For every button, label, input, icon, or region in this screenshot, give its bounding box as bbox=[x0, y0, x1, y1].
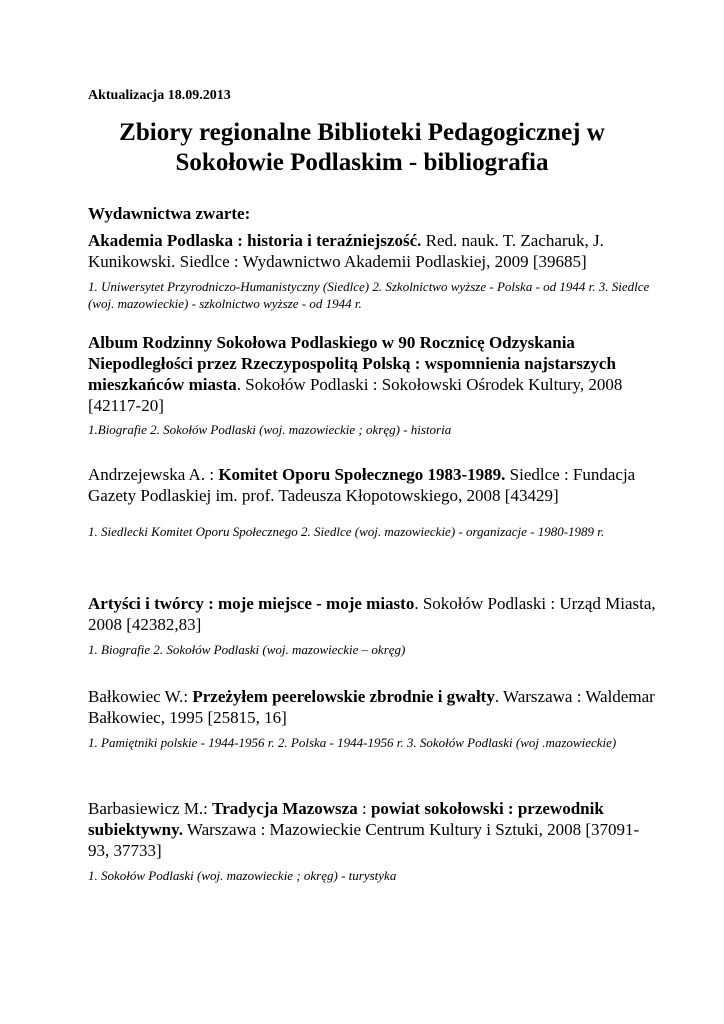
entry-subtitle: powiat sokołowski : przewodnik subiektywny. bbox=[88, 799, 604, 839]
entry-author: Andrzejewska A. : bbox=[88, 465, 219, 484]
title-line-1: Zbiory regionalne Biblioteki Pedagogicznej w bbox=[119, 119, 605, 146]
bibliography-entry bbox=[88, 686, 658, 751]
entry-subjects: 1. Pamiętniki polskie - 1944-1956 r. 2. Polska - 1944-1956 r. 3. Sokołów Podlaski (woj .mazowieckie) bbox=[88, 735, 617, 750]
entry-author: Barbasiewicz M.: bbox=[88, 799, 213, 818]
entry-publication: . Warszawa : Waldemar Bałkowiec, 1995 [25815, 16] bbox=[88, 687, 655, 727]
bibliography-entry bbox=[88, 332, 658, 438]
page-title bbox=[60, 118, 664, 178]
entry-title: Artyści i twórcy : moje miejsce - moje miasto bbox=[88, 594, 415, 613]
entry-title: Album Rodzinny Sokołowa Podlaskiego w 90 Rocznicę Odzyskania Niepodległości przez Rzeczypospolitą Polską : wspomnienia najstarszych mieszkańców miasta bbox=[88, 333, 616, 394]
bibliography-entry bbox=[88, 798, 658, 884]
entry-subjects: 1.Biografie 2. Sokołów Podlaski (woj. mazowieckie ; okręg) - historia bbox=[88, 422, 452, 437]
entry-citation bbox=[88, 332, 658, 416]
entry-subjects: 1. Uniwersytet Przyrodniczo-Humanistyczny (Siedlce) 2. Szkolnictwo wyższe - Polska - od 1944 r. 3. Siedlce (woj. mazowieckie) - szkolnictwo wyższe - od 1944 r. bbox=[88, 279, 650, 311]
title-line-2: Sokołowie Podlaskim - bibliografia bbox=[175, 149, 549, 176]
entry-subjects: 1. Biografie 2. Sokołów Podlaski (woj. mazowieckie – okręg) bbox=[88, 642, 406, 657]
entry-title: Tradycja Mazowsza bbox=[212, 799, 358, 818]
entry-title: Komitet Oporu Społecznego 1983-1989. bbox=[218, 465, 506, 484]
entry-publication: : bbox=[357, 799, 371, 818]
entry-publication-2: Warszawa : Mazowieckie Centrum Kultury i Sztuki, 2008 [37091-93, 37733] bbox=[88, 820, 640, 860]
entry-subjects: 1. Sokołów Podlaski (woj. mazowieckie ; okręg) - turystyka bbox=[88, 868, 397, 883]
entry-citation bbox=[88, 230, 658, 272]
entry-citation bbox=[88, 464, 658, 506]
entry-title: Akademia Podlaska : historia i teraźniejszość. bbox=[88, 231, 422, 250]
entry-citation bbox=[88, 686, 658, 728]
bibliography-entry bbox=[88, 230, 658, 312]
entry-subjects: 1. Siedlecki Komitet Oporu Społecznego 2. Siedlce (woj. mazowieckie) - organizacje - 1980-1989 r. bbox=[88, 524, 605, 539]
entry-citation bbox=[88, 593, 658, 635]
entry-publication: . Sokołów Podlaski : Sokołowski Ośrodek Kultury, 2008 [42117-20] bbox=[88, 375, 623, 415]
bibliography-entry bbox=[88, 464, 658, 540]
update-date: Aktualizacja 18.09.2013 bbox=[88, 88, 231, 103]
entry-citation bbox=[88, 798, 658, 861]
section-heading: Wydawnictwa zwarte: bbox=[88, 204, 251, 223]
bibliography-entry bbox=[88, 593, 658, 658]
entry-publication: . Sokołów Podlaski : Urząd Miasta, 2008 [42382,83] bbox=[88, 594, 656, 634]
entry-title: Przeżyłem peerelowskie zbrodnie i gwałty bbox=[192, 687, 495, 706]
entry-publication: Red. nauk. T. Zacharuk, J. Kunikowski. Siedlce : Wydawnictwo Akademii Podlaskiej, 2009 [39685] bbox=[88, 231, 604, 271]
entry-author: Bałkowiec W.: bbox=[88, 687, 193, 706]
entry-publication: Siedlce : Fundacja Gazety Podlaskiej im. prof. Tadeusza Kłopotowskiego, 2008 [43429] bbox=[88, 465, 636, 505]
